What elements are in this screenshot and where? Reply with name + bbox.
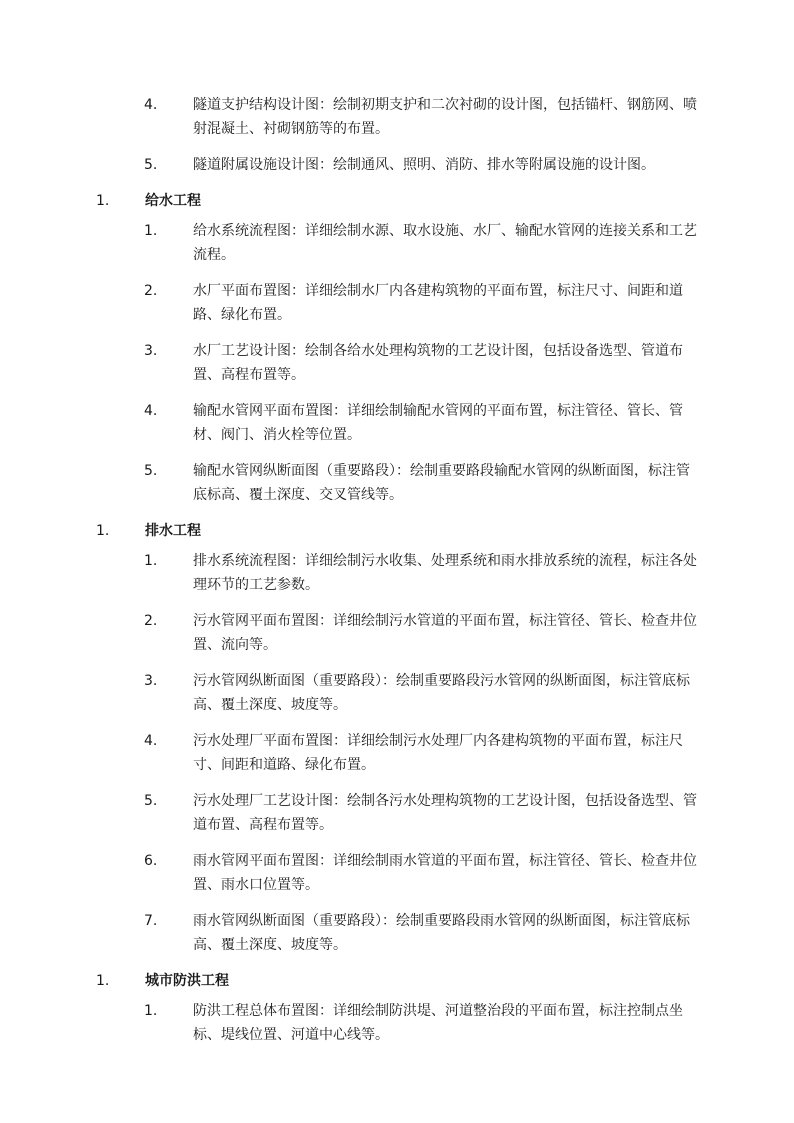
list-item — [0, 729, 794, 777]
list-item — [0, 459, 794, 507]
list-number: 1. — [96, 523, 110, 539]
list-item — [0, 999, 794, 1047]
list-number: 3. — [144, 673, 158, 689]
section-title: 给水工程 — [145, 193, 201, 209]
list-number: 5. — [144, 157, 158, 173]
list-item — [0, 849, 794, 897]
list-number: 4. — [144, 733, 158, 749]
list-item — [0, 339, 794, 387]
list-number: 1. — [96, 193, 110, 209]
list-item — [0, 609, 794, 657]
item-text: 水厂工艺设计图：绘制各给水处理构筑物的工艺设计图，包括设备选型、管道布置、高程布置等。 — [193, 343, 683, 383]
item-text: 污水处理厂平面布置图：详细绘制污水处理厂内各建构筑物的平面布置，标注尺寸、间距和道路、绿化布置。 — [193, 733, 683, 773]
section-title: 排水工程 — [145, 523, 201, 539]
list-item — [0, 279, 794, 327]
list-number: 2. — [144, 613, 158, 629]
item-text: 输配水管网平面布置图：详细绘制输配水管网的平面布置，标注管径、管长、管材、阀门、消火栓等位置。 — [193, 403, 683, 443]
item-text: 给水系统流程图：详细绘制水源、取水设施、水厂、输配水管网的连接关系和工艺流程。 — [193, 223, 697, 263]
list-item — [0, 93, 794, 141]
item-text: 隧道附属设施设计图：绘制通风、照明、消防、排水等附属设施的设计图。 — [193, 157, 655, 173]
item-text: 防洪工程总体布置图：详细绘制防洪堤、河道整治段的平面布置，标注控制点坐标、堤线位置、河道中心线等。 — [193, 1003, 683, 1043]
list-number: 1. — [144, 553, 158, 569]
list-item — [0, 669, 794, 717]
list-number: 6. — [144, 853, 158, 869]
item-text: 隧道支护结构设计图：绘制初期支护和二次衬砌的设计图，包括锚杆、钢筋网、喷射混凝土、衬砌钢筋等的布置。 — [193, 97, 697, 137]
item-text: 排水系统流程图：详细绘制污水收集、处理系统和雨水排放系统的流程，标注各处理环节的工艺参数。 — [193, 553, 697, 593]
section-heading — [0, 189, 794, 213]
item-text: 雨水管网平面布置图：详细绘制雨水管道的平面布置，标注管径、管长、检查井位置、雨水口位置等。 — [193, 853, 697, 893]
list-number: 5. — [144, 463, 158, 479]
list-number: 3. — [144, 343, 158, 359]
section-heading — [0, 969, 794, 993]
list-item — [0, 909, 794, 957]
list-item — [0, 399, 794, 447]
item-text: 污水管网平面布置图：详细绘制污水管道的平面布置，标注管径、管长、检查井位置、流向等。 — [193, 613, 697, 653]
list-number: 1. — [144, 223, 158, 239]
section-title: 城市防洪工程 — [145, 973, 229, 989]
item-text: 雨水管网纵断面图（重要路段）：绘制重要路段雨水管网的纵断面图，标注管底标高、覆土深度、坡度等。 — [193, 913, 690, 953]
section-heading — [0, 519, 794, 543]
list-item — [0, 153, 794, 177]
item-text: 污水管网纵断面图（重要路段）：绘制重要路段污水管网的纵断面图，标注管底标高、覆土深度、坡度等。 — [193, 673, 690, 713]
list-number: 1. — [96, 973, 110, 989]
list-number: 7. — [144, 913, 158, 929]
list-number: 1. — [144, 1003, 158, 1019]
list-item — [0, 549, 794, 597]
item-text: 输配水管网纵断面图（重要路段）：绘制重要路段输配水管网的纵断面图，标注管底标高、覆土深度、交叉管线等。 — [193, 463, 690, 503]
item-text: 污水处理厂工艺设计图：绘制各污水处理构筑物的工艺设计图，包括设备选型、管道布置、高程布置等。 — [193, 793, 697, 833]
list-number: 5. — [144, 793, 158, 809]
list-item — [0, 219, 794, 267]
list-item — [0, 789, 794, 837]
list-number: 4. — [144, 97, 158, 113]
list-number: 4. — [144, 403, 158, 419]
item-text: 水厂平面布置图：详细绘制水厂内各建构筑物的平面布置，标注尺寸、间距和道路、绿化布置。 — [193, 283, 683, 323]
list-number: 2. — [144, 283, 158, 299]
